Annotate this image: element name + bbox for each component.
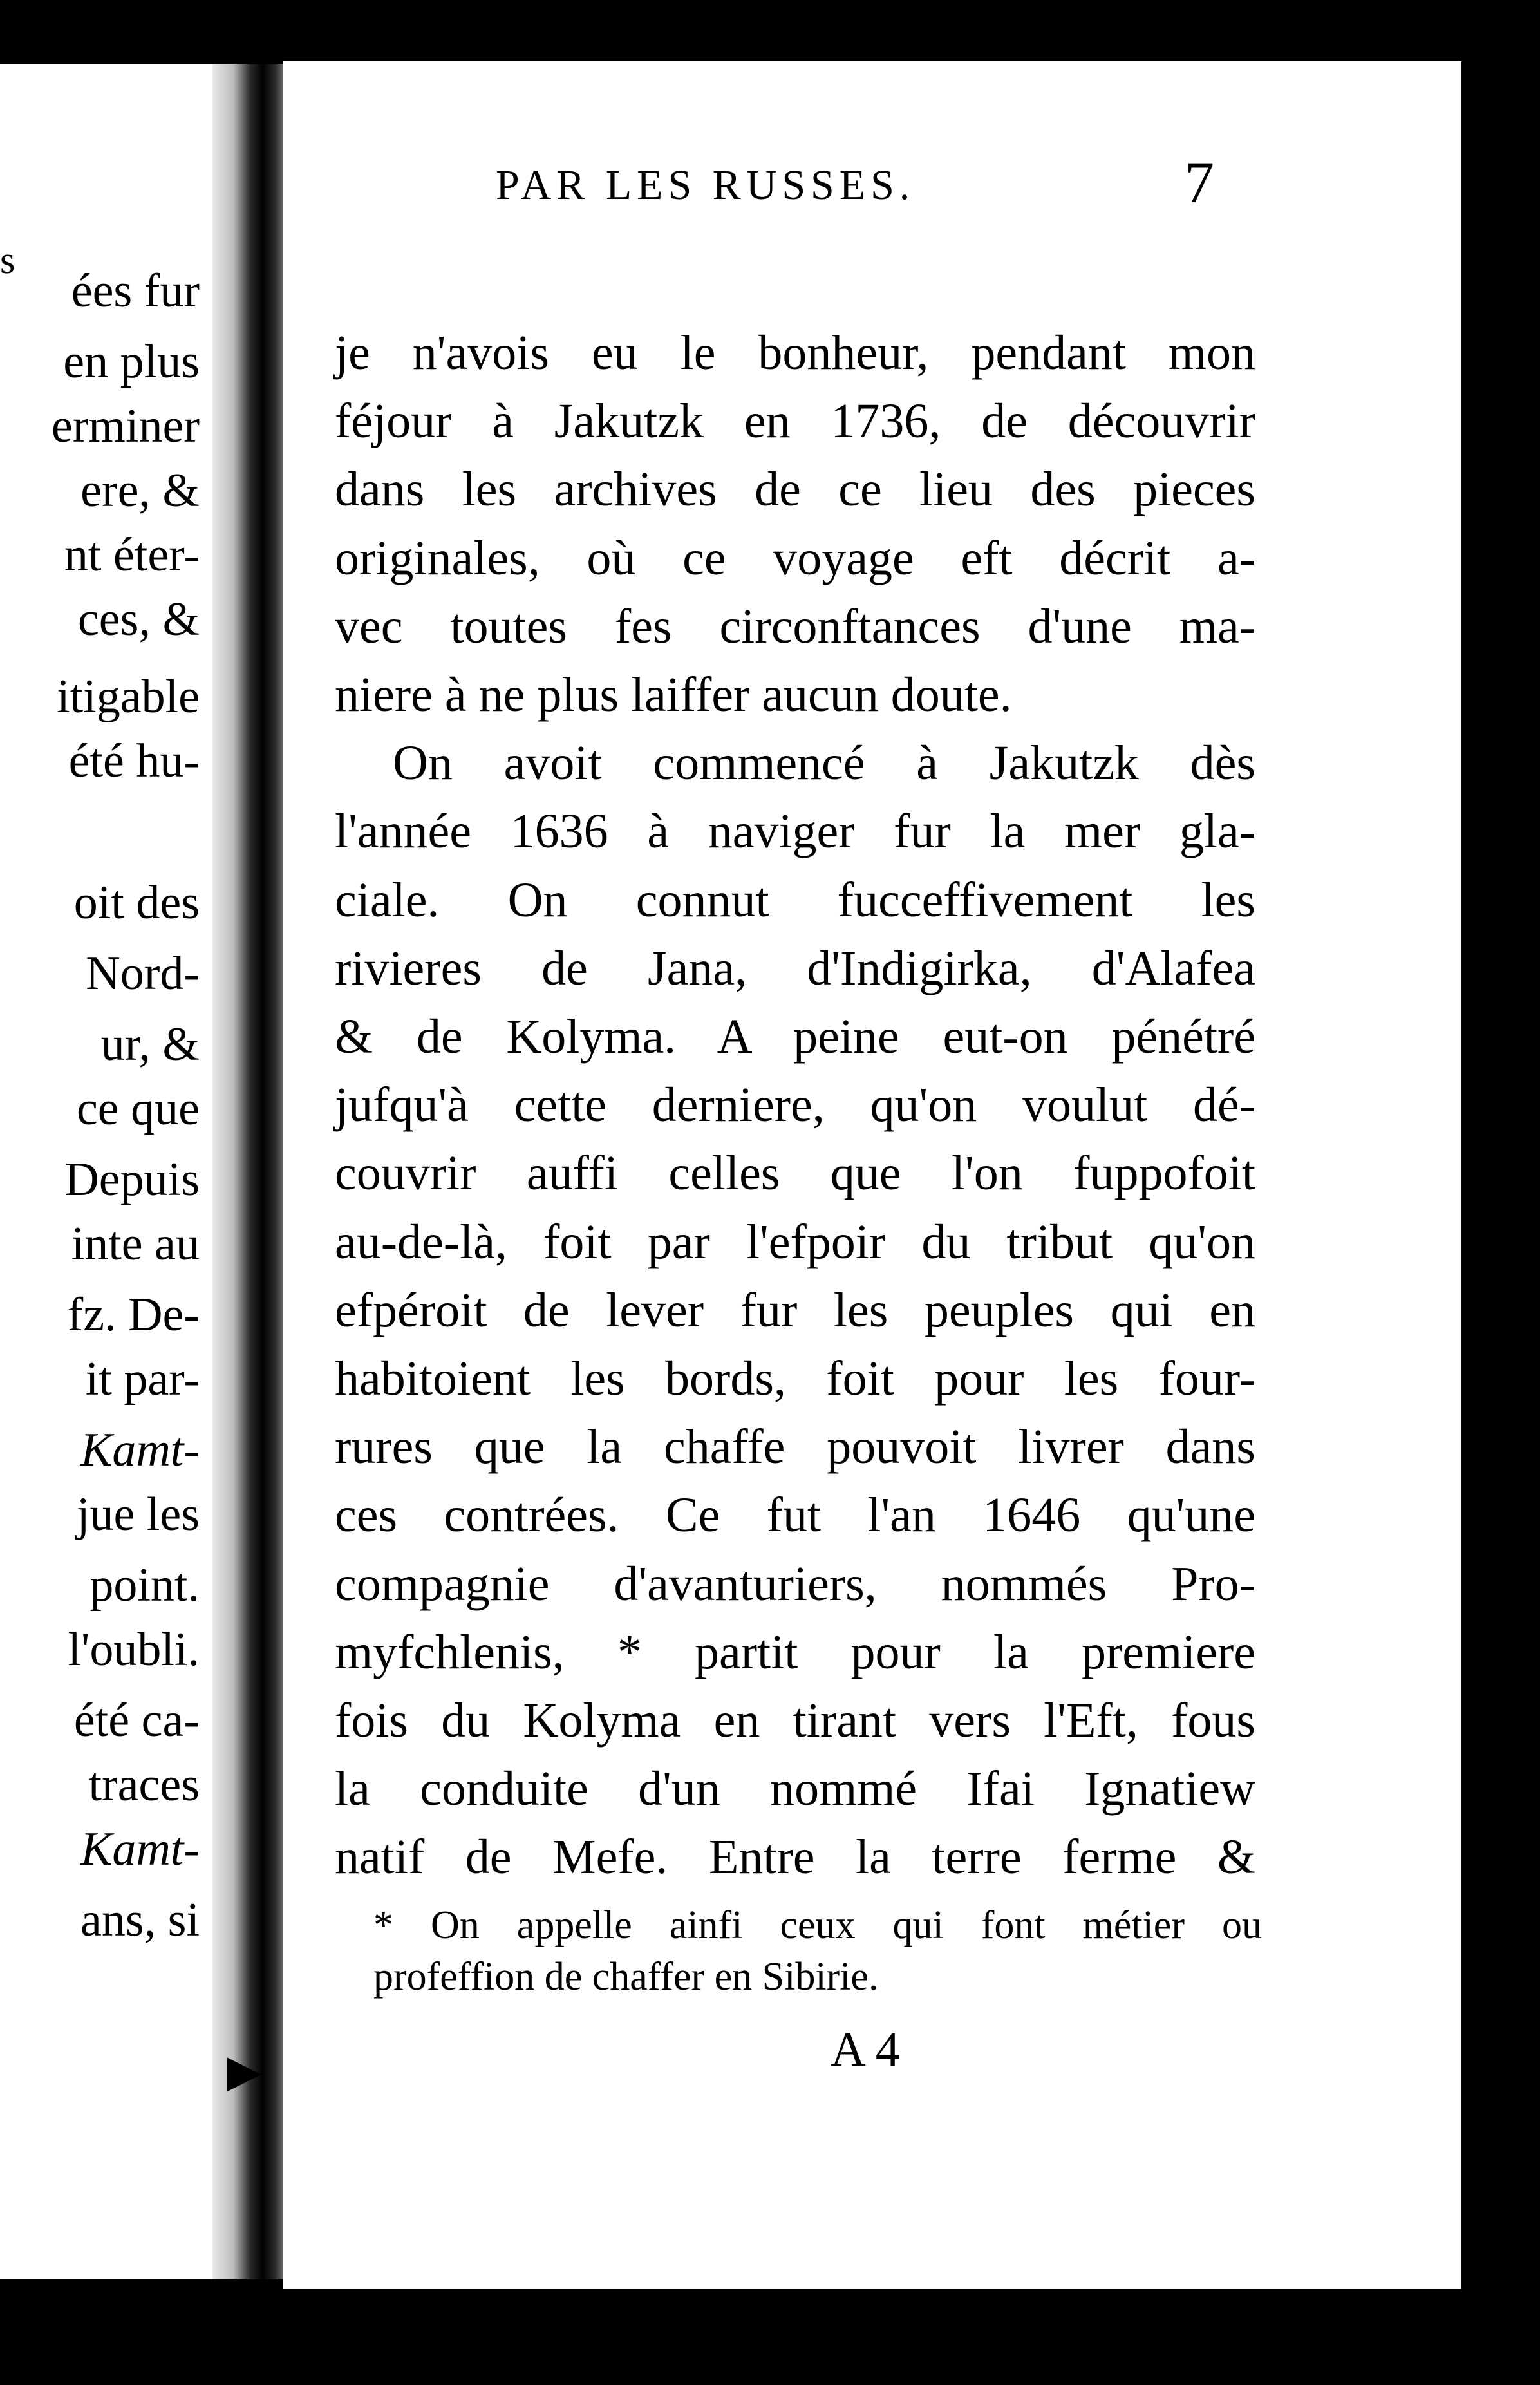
body-line: & de Kolyma. A peine eut-on pénétré bbox=[335, 1010, 1255, 1064]
body-line: compagnie d'avanturiers, nommés Pro- bbox=[335, 1557, 1255, 1611]
left-page-line: point. bbox=[89, 1559, 200, 1612]
body-line: On avoit commencé à Jakutzk dès bbox=[393, 736, 1255, 790]
left-page-line: inte au bbox=[71, 1218, 200, 1270]
left-page-line: ans, si bbox=[80, 1894, 200, 1947]
left-page-line: traces bbox=[88, 1758, 200, 1811]
left-page-line: Kamt- bbox=[80, 1424, 200, 1476]
body-line: dans les archives de ce lieu des pieces bbox=[335, 462, 1255, 516]
left-page-line: nt éter- bbox=[64, 529, 200, 581]
left-page-line: ées fur bbox=[71, 265, 200, 317]
body-line: natif de Mefe. Entre la terre ferme & bbox=[335, 1830, 1255, 1884]
body-line: au-de-là, foit par l'efpoir du tribut qu'on bbox=[335, 1215, 1255, 1269]
body-line: rivieres de Jana, d'Indigirka, d'Alafea bbox=[335, 941, 1255, 995]
left-page-line: fz. De- bbox=[67, 1288, 200, 1341]
body-line: ciale. On connut fucceffivement les bbox=[335, 873, 1255, 927]
running-head: PAR LES RUSSES. bbox=[496, 162, 916, 209]
left-page-line: itigable bbox=[57, 670, 200, 723]
body-line: je n'avois eu le bonheur, pendant mon bbox=[335, 326, 1255, 380]
left-page-line: ere, & bbox=[80, 464, 200, 517]
footnote-line: profeffion de chaffer en Sibirie. bbox=[373, 1955, 879, 1999]
body-line: couvrir auffi celles que l'on fuppofoit bbox=[335, 1146, 1255, 1200]
body-line: niere à ne plus laiffer aucun doute. bbox=[335, 668, 1012, 722]
body-line: habitoient les bords, foit pour les four- bbox=[335, 1352, 1255, 1406]
body-line: féjour à Jakutzk en 1736, de découvrir bbox=[335, 394, 1255, 448]
left-page-line: été ca- bbox=[73, 1694, 200, 1747]
body-line: la conduite d'un nommé Ifai Ignatiew bbox=[335, 1762, 1255, 1816]
left-page-line: ce que bbox=[76, 1082, 200, 1135]
left-page-line: erminer bbox=[51, 400, 200, 453]
left-page-line: it par- bbox=[85, 1353, 200, 1406]
body-line: ces contrées. Ce fut l'an 1646 qu'une bbox=[335, 1488, 1255, 1542]
left-page-line: ces, & bbox=[77, 593, 200, 646]
left-page-line: l'oubli. bbox=[68, 1623, 200, 1676]
left-page bbox=[0, 64, 212, 2279]
left-page-line: Kamt- bbox=[80, 1823, 200, 1876]
body-line: vec toutes fes circonftances d'une ma- bbox=[335, 599, 1255, 654]
left-page-line: en plus bbox=[63, 335, 200, 388]
signature-mark: A 4 bbox=[831, 2022, 900, 2077]
body-line: jufqu'à cette derniere, qu'on voulut dé- bbox=[335, 1078, 1255, 1132]
body-line: fois du Kolyma en tirant vers l'Eft, fous bbox=[335, 1693, 1255, 1748]
footnote-line: * On appelle ainfi ceux qui font métier ou bbox=[373, 1903, 1262, 1947]
left-page-line: été hu- bbox=[68, 735, 200, 787]
body-line: originales, où ce voyage eft décrit a- bbox=[335, 531, 1255, 585]
body-line: l'année 1636 à naviger fur la mer gla- bbox=[335, 804, 1255, 858]
left-page-top-mark: s bbox=[0, 239, 15, 281]
gutter-mark: ▶ bbox=[227, 2047, 261, 2097]
left-page-line: Depuis bbox=[64, 1153, 200, 1206]
body-line: rures que la chaffe pouvoit livrer dans bbox=[335, 1420, 1255, 1474]
body-line: myfchlenis, * partit pour la premiere bbox=[335, 1625, 1255, 1679]
page-number: 7 bbox=[1185, 149, 1214, 215]
left-page-line: ur, & bbox=[100, 1018, 200, 1071]
left-page-line: jue les bbox=[76, 1488, 200, 1541]
body-line: efpéroit de lever fur les peuples qui en bbox=[335, 1283, 1255, 1337]
left-page-line: Nord- bbox=[86, 947, 200, 1000]
left-page-line: oit des bbox=[73, 876, 200, 929]
